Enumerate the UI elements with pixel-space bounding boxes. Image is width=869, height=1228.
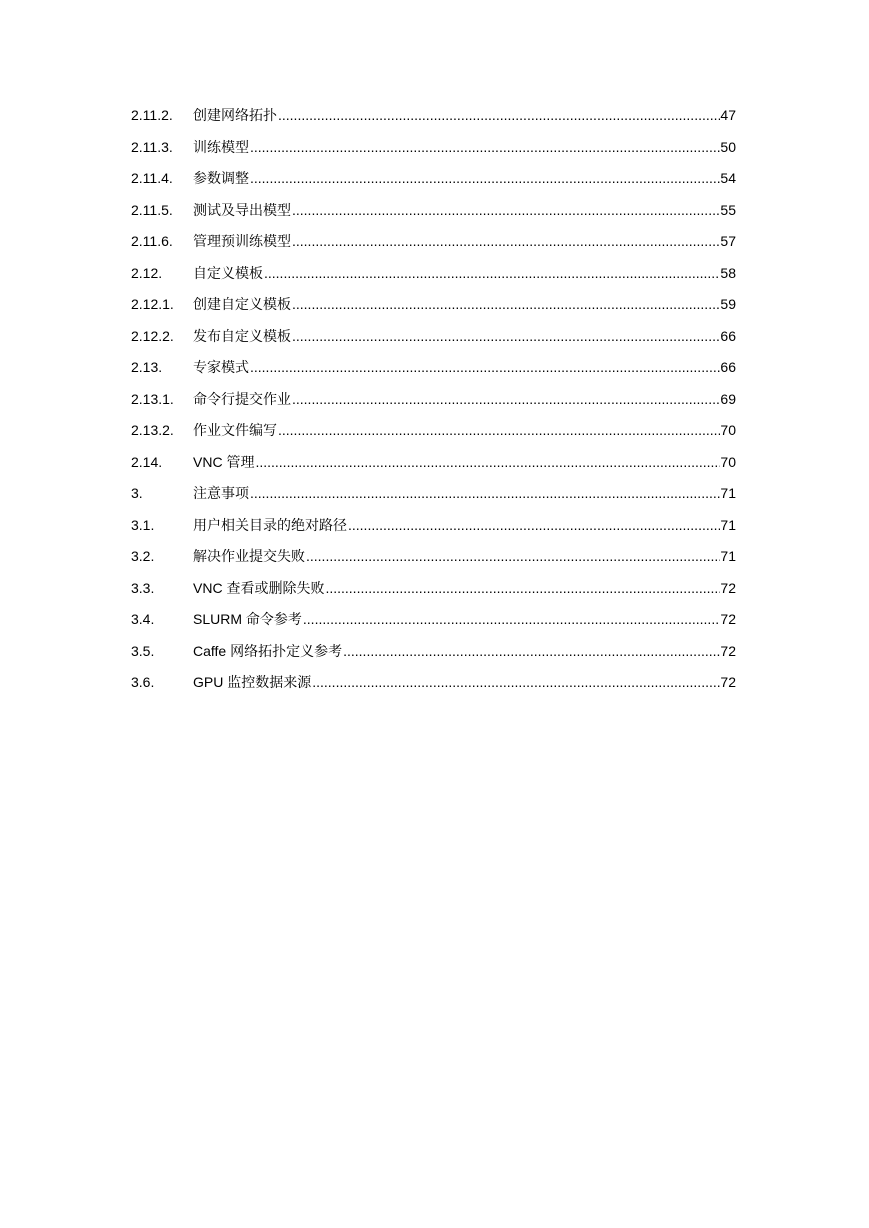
toc-entry-page: 50 [720, 138, 736, 155]
toc-entry-page: 55 [720, 201, 736, 218]
toc-entry[interactable] [131, 419, 736, 451]
toc-entry[interactable] [131, 167, 736, 199]
toc-dot-leader [250, 356, 720, 378]
toc-entry-title: 创建网络拓扑 [193, 107, 277, 123]
toc-entry-number: 2.11.6. [131, 233, 173, 249]
toc-entry[interactable] [131, 136, 736, 168]
toc-entry-number: 2.11.3. [131, 138, 173, 155]
toc-entry[interactable] [131, 671, 736, 703]
toc-entry-page: 72 [720, 611, 736, 627]
toc-entry-number: 3.4. [131, 611, 155, 627]
toc-entry-title: 参数调整 [193, 170, 249, 186]
toc-dot-leader [292, 325, 720, 347]
toc-entry-number: 3.5. [131, 642, 155, 659]
toc-dot-leader [250, 136, 720, 158]
toc-dot-leader [292, 230, 720, 252]
toc-entry[interactable] [131, 482, 736, 514]
toc-entry-page: 71 [720, 485, 736, 501]
toc-entry-title: VNC 管理 [193, 453, 255, 470]
toc-entry-number: 2.12.2. [131, 327, 174, 344]
toc-entry-title: 管理预训练模型 [193, 233, 291, 249]
toc-entry[interactable] [131, 199, 736, 231]
toc-dot-leader [343, 640, 720, 662]
toc-dot-leader [348, 514, 720, 536]
toc-entry-page: 66 [720, 327, 736, 344]
toc-entry[interactable] [131, 356, 736, 388]
toc-dot-leader [250, 167, 720, 189]
toc-entry-title: 注意事项 [193, 485, 249, 501]
toc-entry-number: 2.12. [131, 264, 163, 281]
toc-entry-number: 2.14. [131, 453, 163, 470]
toc-entry-title: 自定义模板 [193, 264, 263, 281]
toc-entry-title: Caffe 网络拓扑定义参考 [193, 642, 343, 659]
toc-entry-title: SLURM 命令参考 [193, 611, 302, 627]
toc-entry-page: 72 [720, 642, 736, 659]
toc-entry[interactable] [131, 325, 736, 357]
toc-entry-page: 72 [720, 674, 736, 690]
toc-entry-page: 70 [720, 422, 736, 438]
toc-entry-number: 3.3. [131, 579, 155, 596]
toc-entry-number: 2.11.2. [131, 107, 173, 123]
toc-entry[interactable] [131, 104, 736, 136]
toc-entry[interactable] [131, 640, 736, 672]
toc-dot-leader [292, 293, 720, 315]
toc-dot-leader [292, 388, 720, 410]
toc-entry[interactable] [131, 230, 736, 262]
toc-dot-leader [278, 419, 720, 441]
toc-entry-title: 发布自定义模板 [193, 327, 291, 344]
toc-entry[interactable] [131, 293, 736, 325]
toc-entry[interactable] [131, 577, 736, 609]
toc-entry-number: 2.11.5. [131, 201, 173, 218]
toc-entry-page: 58 [720, 264, 736, 281]
toc-dot-leader [325, 577, 720, 599]
toc-dot-leader [292, 199, 720, 221]
toc-entry-number: 2.13.2. [131, 422, 174, 438]
toc-entry-title: VNC 查看或删除失败 [193, 579, 325, 596]
toc-entry-page: 57 [720, 233, 736, 249]
toc-entry-page: 59 [720, 296, 736, 312]
toc-dot-leader [306, 545, 720, 567]
toc-dot-leader [264, 262, 720, 284]
table-of-contents [131, 104, 736, 703]
toc-entry[interactable] [131, 545, 736, 577]
toc-dot-leader [250, 482, 720, 504]
toc-entry-title: 创建自定义模板 [193, 296, 291, 312]
toc-entry-page: 72 [720, 579, 736, 596]
toc-entry-number: 2.11.4. [131, 170, 173, 186]
toc-entry-title: 作业文件编写 [193, 422, 277, 438]
toc-entry-title: 测试及导出模型 [193, 201, 291, 218]
toc-entry-page: 70 [720, 453, 736, 470]
toc-entry-number: 3.1. [131, 516, 155, 533]
toc-entry[interactable] [131, 262, 736, 294]
toc-entry-number: 3.2. [131, 548, 155, 564]
toc-dot-leader [255, 451, 720, 473]
toc-dot-leader [303, 608, 721, 630]
toc-entry-number: 3. [131, 485, 143, 501]
toc-entry-title: 用户相关目录的绝对路径 [193, 516, 347, 533]
toc-entry[interactable] [131, 388, 736, 420]
toc-entry-title: 训练模型 [193, 138, 249, 155]
toc-dot-leader [278, 104, 720, 126]
toc-entry-title: 解决作业提交失败 [193, 548, 305, 564]
toc-dot-leader [312, 671, 720, 693]
toc-entry-number: 2.13. [131, 359, 163, 375]
toc-entry-page: 47 [720, 107, 736, 123]
toc-entry-page: 66 [720, 359, 736, 375]
toc-entry[interactable] [131, 514, 736, 546]
toc-entry-page: 54 [720, 170, 736, 186]
toc-entry-page: 71 [720, 548, 736, 564]
toc-entry-page: 69 [720, 390, 736, 407]
toc-entry-page: 71 [720, 516, 736, 533]
toc-entry-title: GPU 监控数据来源 [193, 674, 312, 690]
toc-entry[interactable] [131, 451, 736, 483]
toc-entry[interactable] [131, 608, 736, 640]
toc-entry-number: 2.12.1. [131, 296, 174, 312]
toc-entry-number: 3.6. [131, 674, 155, 690]
toc-entry-number: 2.13.1. [131, 390, 174, 407]
toc-entry-title: 命令行提交作业 [193, 390, 291, 407]
toc-entry-title: 专家模式 [193, 359, 249, 375]
